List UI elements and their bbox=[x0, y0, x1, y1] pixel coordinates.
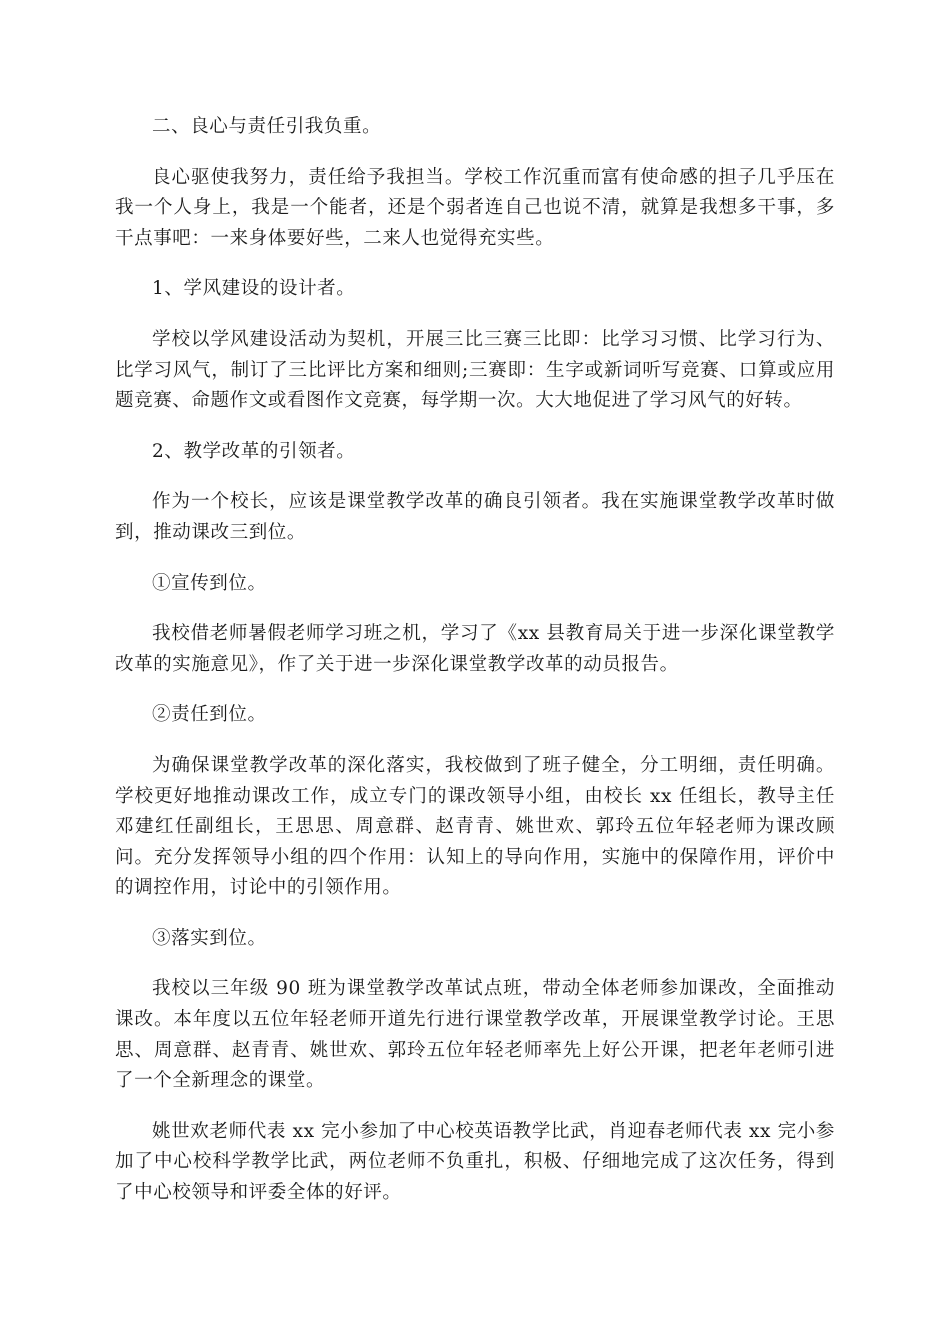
subheading-study-style: 1、学风建设的设计者。 bbox=[152, 278, 356, 300]
paragraph-teaching-reform: 作为一个校长，应该是课堂教学改革的确良引领者。我在实施课堂教学改革时做到，推动课改三到位。 bbox=[115, 491, 835, 543]
document-body bbox=[115, 112, 835, 1229]
paragraph-responsibility: 为确保课堂教学改革的深化落实，我校做到了班子健全，分工明细，责任明确。学校更好地推动课改工作，成立专门的课改领导小组，由校长 xx 任组长，教导主任邓建红任副组长，王思思、周意群、赵青青、姚世欢、郭玲五位年轻老师为课改顾问。充分发挥领导小组的四个作用：认知上的导向作用，实施中的保障作用，评价中的调控作用，讨论中的引领作用。 bbox=[115, 754, 835, 899]
paragraph-implementation: 我校以三年级 90 班为课堂教学改革试点班，带动全体老师参加课改，全面推动课改。本年度以五位年轻老师开道先行进行课堂教学改革，开展课堂教学讨论。王思思、周意群、赵青青、姚世欢、郭玲五位年轻老师率先上好公开课，把老年老师引进了一个全新理念的课堂。 bbox=[115, 978, 835, 1092]
section-heading-conscience: 二、良心与责任引我负重。 bbox=[152, 116, 382, 137]
paragraph-publicity: 我校借老师暑假老师学习班之机，学习了《xx 县教育局关于进一步深化课堂教学改革的实施意见》，作了关于进一步深化课堂教学改革的动员报告。 bbox=[115, 623, 835, 675]
subheading-teaching-reform: 2、教学改革的引领者。 bbox=[152, 440, 356, 462]
paragraph-conscience: 良心驱使我努力，责任给予我担当。学校工作沉重而富有使命感的担子几乎压在我一个人身上，我是一个能者，还是个弱者连自己也说不清，就算是我想多干事，多干点事吧：一来身体要好些，二来人也觉得充实些。 bbox=[115, 166, 835, 249]
paragraph-study-style: 学校以学风建设活动为契机，开展三比三赛三比即：比学习习惯、比学习行为、比学习风气，制订了三比评比方案和细则;三赛即：生字或新词听写竞赛、口算或应用题竞赛、命题作文或看图作文竞赛，每学期一次。大大地促进了学习风气的好转。 bbox=[115, 328, 835, 412]
subheading-responsibility: ②责任到位。 bbox=[152, 704, 267, 726]
paragraph-competition: 姚世欢老师代表 xx 完小参加了中心校英语教学比武，肖迎春老师代表 xx 完小参加了中心校科学教学比武，两位老师不负重扎，积极、仔细地完成了这次任务，得到了中心校领导和评委全体的好评。 bbox=[115, 1120, 835, 1204]
subheading-implementation: ③落实到位。 bbox=[152, 927, 267, 949]
subheading-publicity: ①宣传到位。 bbox=[152, 572, 267, 594]
